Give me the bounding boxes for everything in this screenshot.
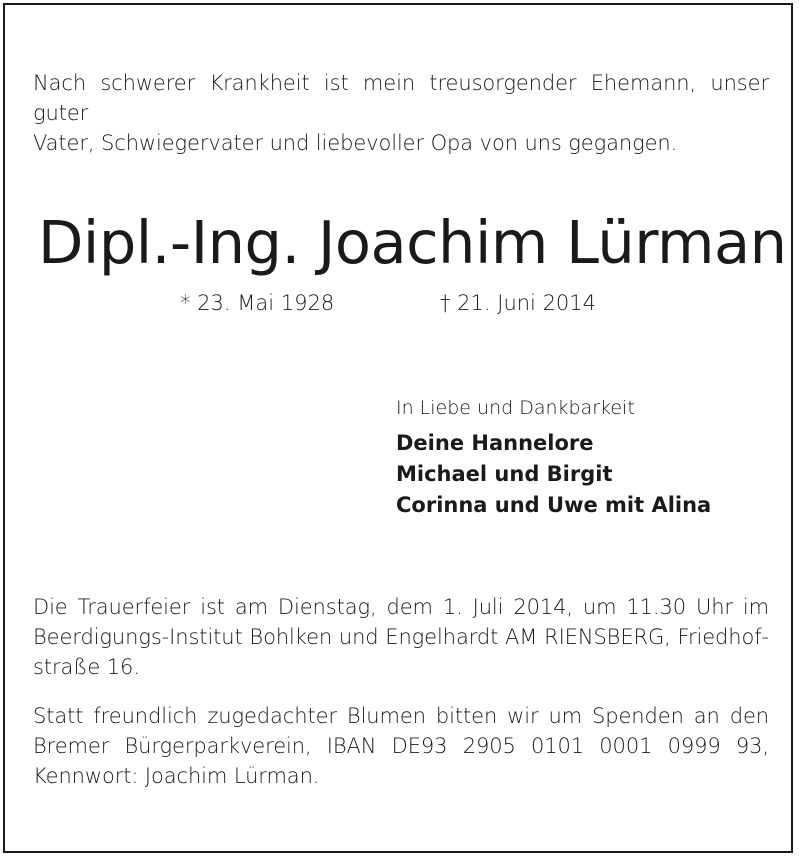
donation-line: Bremer Bürgerparkverein, IBAN DE93 2905 0101 0001 0999 93,: [33, 734, 769, 758]
death-date: † 21. Juni 2014: [440, 291, 597, 315]
mourner-name: Michael und Birgit: [396, 462, 613, 486]
donation-line: Statt freundlich zugedachter Blumen bitten wir um Spenden an den: [33, 704, 769, 728]
intro-paragraph: [33, 68, 769, 158]
mourner-name: Corinna und Uwe mit Alina: [396, 493, 712, 517]
intro-line: Nach schwerer Krankheit ist mein treusorgender Ehemann, unser guter: [33, 71, 769, 125]
closing-phrase: In Liebe und Dankbarkeit: [396, 397, 635, 419]
birth-date: * 23. Mai 1928: [180, 291, 335, 315]
donation-paragraph: [33, 701, 769, 791]
deceased-name: Dipl.-Ing. Joachim Lürman: [38, 208, 787, 277]
ceremony-line: straße 16.: [33, 655, 140, 679]
ceremony-paragraph: [33, 592, 769, 682]
intro-line: Vater, Schwiegervater und liebevoller Opa von uns gegangen.: [33, 131, 678, 155]
mourner-name: Deine Hannelore: [396, 431, 594, 455]
donation-line: Kennwort: Joachim Lürman.: [33, 764, 320, 788]
mourner-names: [396, 428, 711, 521]
ceremony-line: Die Trauerfeier ist am Dienstag, dem 1. Juli 2014, um 11.30 Uhr im: [33, 595, 769, 619]
ceremony-line: Beerdigungs-Institut Bohlken und Engelhardt AM RIENSBERG, Friedhof-: [33, 625, 769, 649]
